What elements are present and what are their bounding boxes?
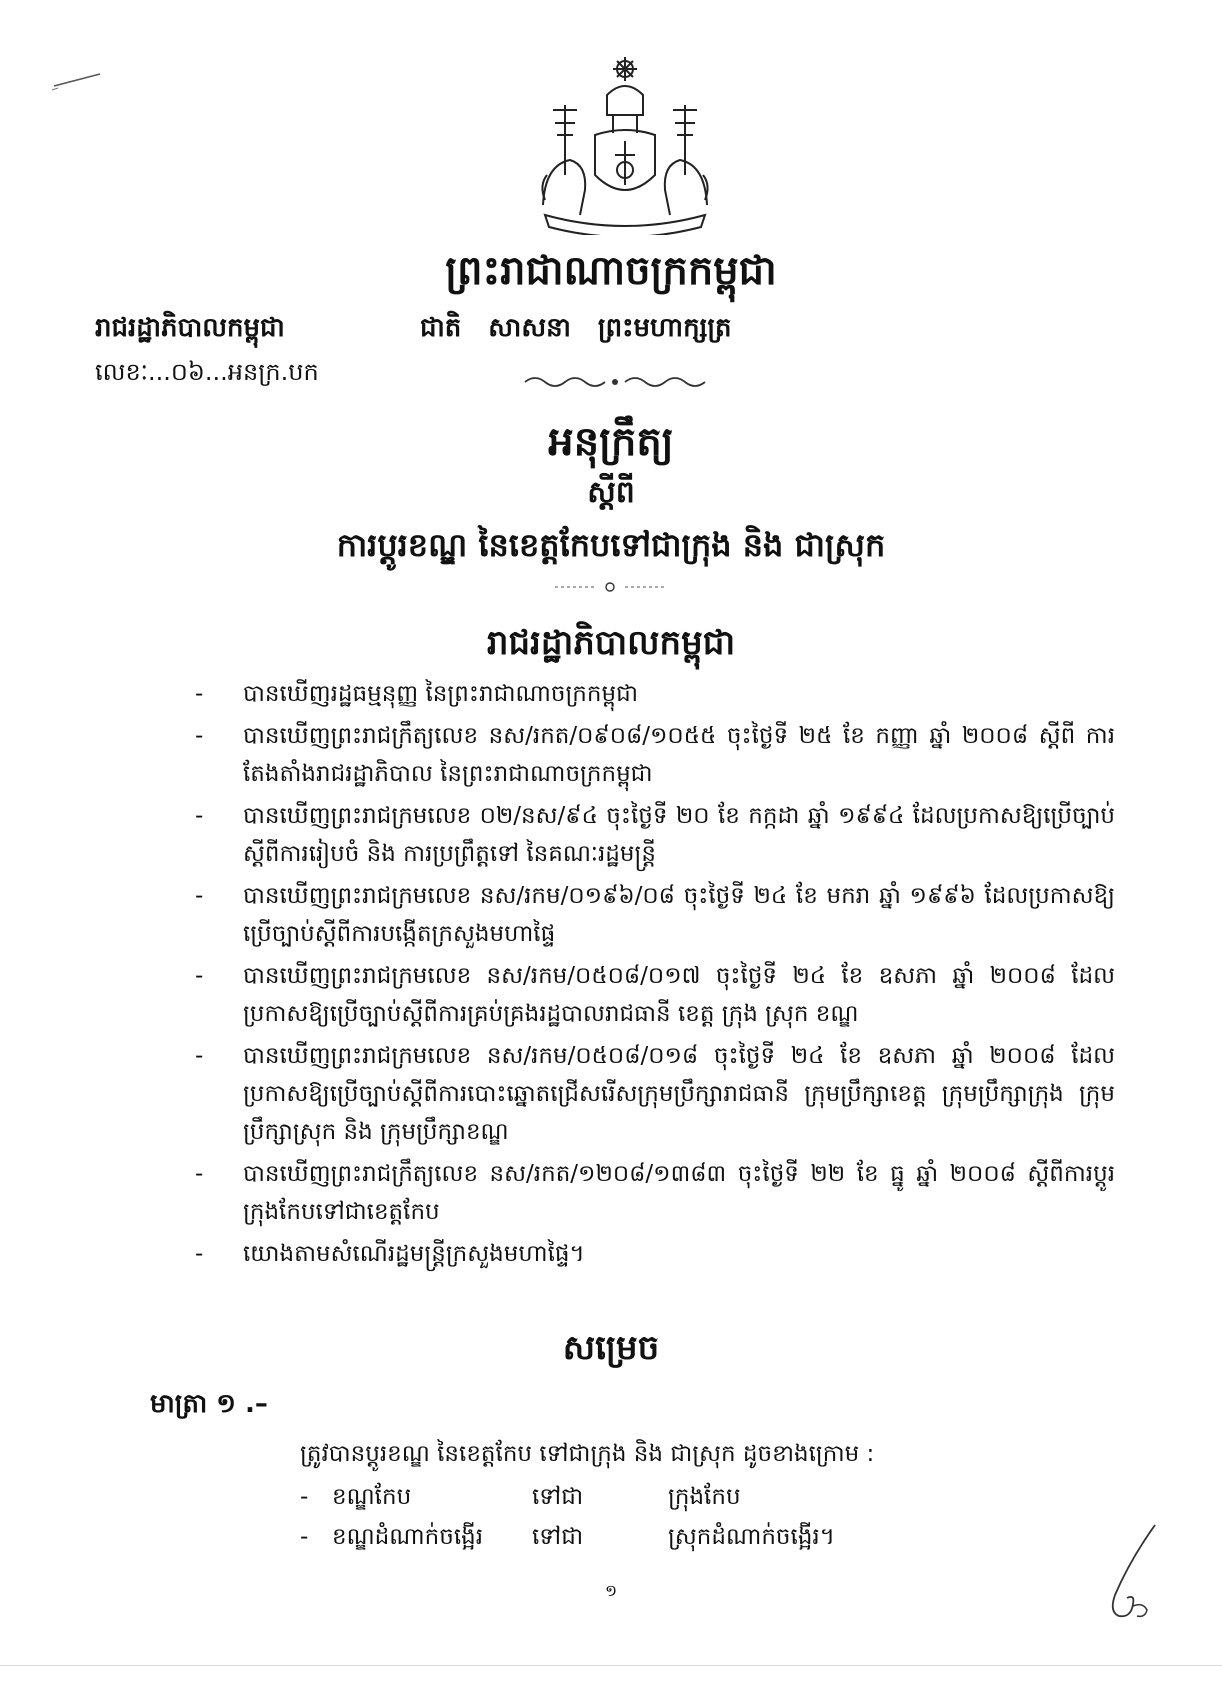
issuer-heading: រាជរដ្ឋាភិបាលកម្ពុជា [486,623,736,663]
handwritten-signature [1075,1520,1175,1630]
old-district: ខណ្ឌដំណាក់ចង្អើរ [332,1524,484,1550]
decree-title: អនុក្រឹត្យ [548,419,674,465]
pen-mark [50,68,110,98]
consideration-item: - បានឃើញព្រះរាជក្រមលេខ ០២/នស/៩៤ ចុះថ្ងៃទី ២០ ខែ កក្កដា ឆ្នាំ ១៩៩៤ ដែលប្រកាសឱ្យប្រើច្បាប់ស្តីពីការរៀបចំ និង ការប្រព្រឹត្តទៅ នៃគណៈរដ្ឋមន្ត្រី [195,803,1115,867]
consideration-item: - បានឃើញព្រះរាជក្រមលេខ នស/រកម/០៥០៨/០១៧ ចុះថ្ងៃទី ២៤ ខែ ឧសភា ឆ្នាំ ២០០៨ ដែលប្រកាសឱ្យប្រើច្បាប់ស្តីពីការគ្រប់គ្រងរដ្ឋបាលរាជធានី ខេត្ត ក្រុង ស្រុក ខណ្ឌ [195,963,1115,1027]
page-number: ១ [604,1581,618,1600]
national-motto: ជាតិ សាសនា ព្រះមហាក្សត្រ [420,313,732,343]
ornament-divider [515,370,715,394]
decision-heading: សម្រេច [562,1328,660,1368]
small-ornament-divider [555,580,665,594]
article-1-intro: ត្រូវបានប្តូរខណ្ឌ នៃខេត្តកែប ទៅជាក្រុង និង ជាស្រុក ដូចខាងក្រោម : [300,1441,875,1467]
new-unit: ស្រុកដំណាក់ចង្អើរ។ [668,1524,835,1550]
consideration-item: - យោងតាមសំណើរដ្ឋមន្ត្រីក្រសួងមហាផ្ទៃ។ [195,1241,585,1267]
government-name: រាជរដ្ឋាភិបាលកម្ពុជា [95,313,285,343]
reference-number: លេខៈ...០៦...អនក្រ.បក [95,358,319,386]
kingdom-title: ព្រះរាជាណាចក្រកម្ពុជា [445,248,777,294]
becomes-label: ទៅជា [532,1484,584,1510]
decree-subject: ការប្តូរខណ្ឌ នៃខេត្តកែបទៅជាក្រុង និង ជាស្រុក [336,526,886,564]
district-change-row [300,1478,1120,1516]
royal-coat-of-arms-emblem [525,55,725,235]
row-dash: - [300,1524,309,1550]
becomes-label: ទៅជា [532,1524,584,1550]
consideration-item: - បានឃើញព្រះរាជក្រឹត្យលេខ នស/រកត/១២០៨/១៣៨៣ ចុះថ្ងៃទី ២២ ខែ ធ្នូ ឆ្នាំ ២០០៨ ស្តីពីការប្តូរក្រុងកែបទៅជាខេត្តកែប [195,1161,1115,1225]
scan-bottom-edge [0,1665,1222,1666]
new-unit: ក្រុងកែប [668,1484,741,1510]
consideration-item: - បានឃើញព្រះរាជក្រឹត្យលេខ នស/រកត/០៩០៨/១០៥៥ ចុះថ្ងៃទី ២៥ ខែ កញ្ញា ឆ្នាំ ២០០៨ ស្តីពី ការតែងតាំងរាជរដ្ឋាភិបាល នៃព្រះរាជាណាចក្រកម្ពុជា [195,723,1115,787]
consideration-item: - បានឃើញរដ្ឋធម្មនុញ្ញ នៃព្រះរាជាណាចក្រកម្ពុជា [195,681,638,707]
considerations-list [195,675,1115,1277]
old-district: ខណ្ឌកែប [332,1484,412,1510]
about-label: ស្តីពី [587,475,635,510]
district-change-row [300,1518,1120,1556]
consideration-item: - បានឃើញព្រះរាជក្រមលេខ នស/រកម/០៥០៨/០១៨ ចុះថ្ងៃទី ២៤ ខែ ឧសភា ឆ្នាំ ២០០៨ ដែលប្រកាសឱ្យប្រើច្បាប់ស្តីពីការបោះឆ្នោតជ្រើសរើសក្រុមប្រឹក្សារាជធានី ក្រុមប្រឹក្សាខេត្ត ក្រុមប្រឹក្សាក្រុង ក្រុមប្រឹក្សាស្រុក និង ក្រុមប្រឹក្សាខណ្ឌ [195,1043,1115,1145]
article-1-label: មាត្រា ១ .– [150,1389,268,1419]
row-dash: - [300,1484,309,1510]
consideration-item: - បានឃើញព្រះរាជក្រមលេខ នស/រកម/០១៩៦/០៨ ចុះថ្ងៃទី ២៤ ខែ មករា ឆ្នាំ ១៩៩៦ ដែលប្រកាសឱ្យប្រើច្បាប់ស្តីពីការបង្កើតក្រសួងមហាផ្ទៃ [195,883,1115,947]
